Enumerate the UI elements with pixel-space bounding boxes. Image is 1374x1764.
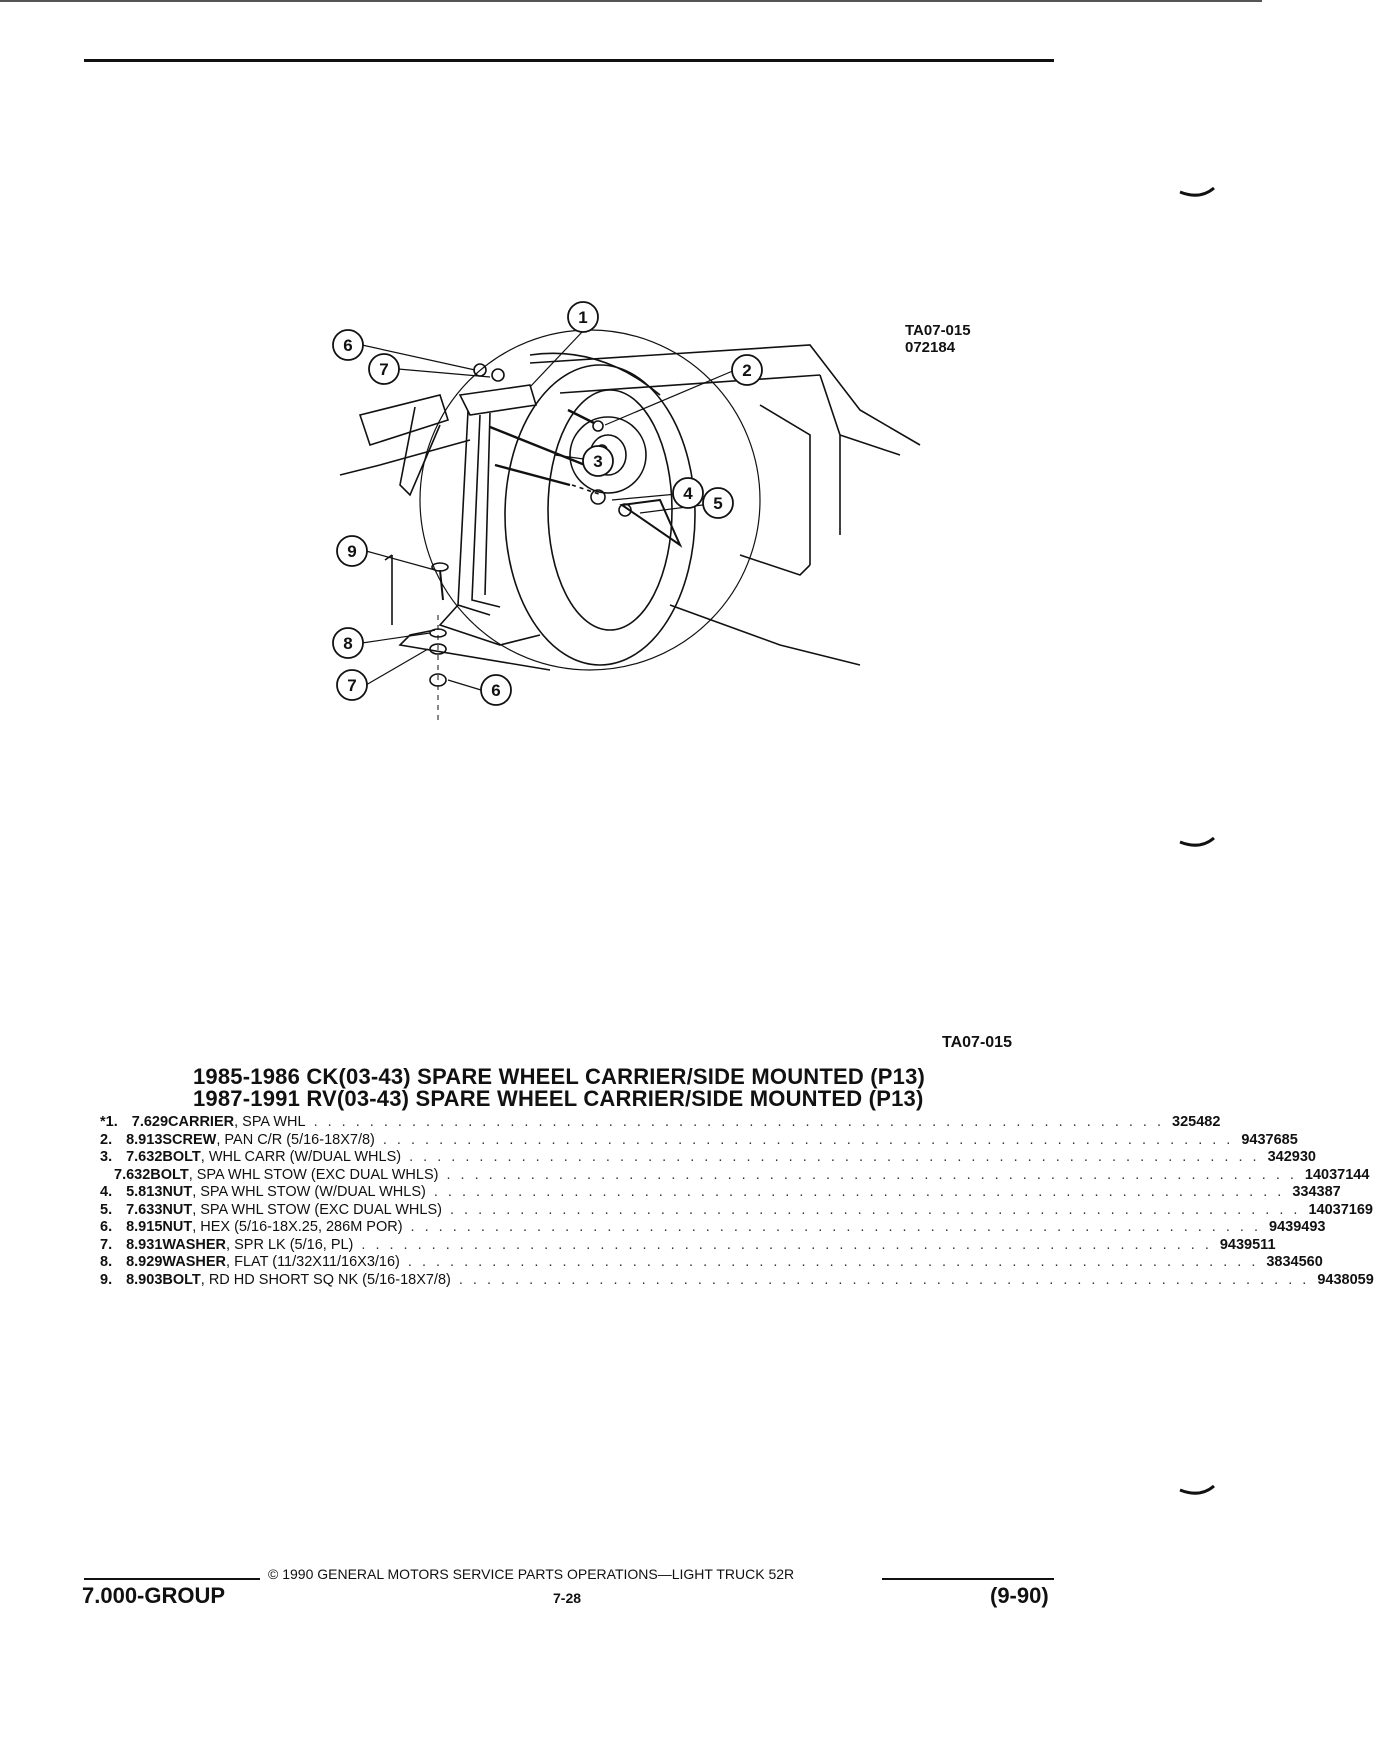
catalog-code: 8.931	[126, 1236, 163, 1253]
item-number: 5.	[100, 1201, 113, 1218]
parts-list	[100, 1114, 1374, 1289]
part-number: 9439493	[1269, 1219, 1326, 1235]
spare-wheel-carrier-diagram	[340, 308, 880, 815]
part-name: NUT	[162, 1219, 193, 1235]
part-detail: , HEX (5/16-18X.25, 286M POR)	[192, 1219, 403, 1235]
item-number: 4.	[100, 1184, 113, 1200]
part-name: CARRIER	[168, 1114, 235, 1130]
catalog-code: 7.632	[126, 1149, 163, 1165]
callout-9: 9	[347, 542, 357, 561]
leader-dots: . . . . . . . . . . . . . . . . . . . . . . . . . . . . . . . . . . . . . . . . . . . . . . . . . . . . . . . . . . . . .	[407, 1254, 1259, 1270]
parts-row	[100, 1219, 1326, 1237]
catalog-code: 8.915	[126, 1219, 163, 1235]
part-number: 9437685	[1241, 1131, 1298, 1148]
header-rule	[84, 59, 1054, 62]
leader-dots: . . . . . . . . . . . . . . . . . . . . . . . . . . . . . . . . . . . . . . . . . . . . . . . . . . . . . . . . . . . . .	[382, 1131, 1234, 1148]
item-number: 8.	[100, 1254, 113, 1270]
parts-row	[100, 1149, 1316, 1167]
callout-6-bottom: 6	[491, 681, 501, 700]
part-description	[162, 1202, 1308, 1220]
binder-hole-mark	[1180, 838, 1214, 850]
part-detail: , FLAT (11/32X11/16X3/16)	[226, 1254, 400, 1270]
callout-5: 5	[713, 494, 723, 513]
parts-row	[100, 1236, 1276, 1255]
catalog-code: 7.629	[131, 1114, 169, 1130]
figure-id-code: TA07-015	[905, 322, 971, 339]
part-number: 342930	[1267, 1149, 1316, 1165]
callout-8: 8	[343, 634, 353, 653]
leader-dots: . . . . . . . . . . . . . . . . . . . . . . . . . . . . . . . . . . . . . . . . . . . . . . . . . . . . . . . . . . . . .	[410, 1219, 1262, 1235]
part-name: NUT	[162, 1184, 193, 1200]
leader-dots: . . . . . . . . . . . . . . . . . . . . . . . . . . . . . . . . . . . . . . . . . . . . . . . . . . . . . . . . . . . . .	[361, 1236, 1212, 1253]
parts-row	[100, 1254, 1323, 1272]
callout-2: 2	[742, 361, 752, 380]
item-number: 1.	[105, 1114, 118, 1130]
part-number: 325482	[1172, 1114, 1221, 1130]
figure-id	[905, 322, 971, 356]
part-number: 9439511	[1219, 1236, 1276, 1253]
part-description	[162, 1132, 1241, 1150]
part-detail: , RD HD SHORT SQ NK (5/16-18X7/8)	[200, 1271, 451, 1288]
catalog-code: 5.813	[126, 1184, 163, 1200]
part-description	[162, 1237, 1219, 1255]
group-label: 7.000-GROUP	[82, 1583, 226, 1608]
parts-row	[100, 1114, 1221, 1132]
catalog-code: 8.929	[126, 1254, 163, 1270]
parts-row	[100, 1166, 1370, 1185]
part-number: 334387	[1292, 1184, 1341, 1200]
callout-4: 4	[683, 484, 693, 503]
part-detail: , SPA WHL STOW (EXC DUAL WHLS)	[192, 1201, 442, 1218]
catalog-code: 7.632	[114, 1166, 151, 1183]
item-number: 6.	[100, 1219, 113, 1235]
footer-rule-right	[882, 1578, 1054, 1580]
copyright-notice: © 1990 GENERAL MOTORS SERVICE PARTS OPERATIONS—LIGHT TRUCK 52R	[268, 1566, 795, 1582]
scan-edge	[0, 0, 1262, 2]
part-name: BOLT	[162, 1271, 201, 1288]
parts-row	[100, 1131, 1298, 1150]
callout-7-top: 7	[379, 360, 389, 379]
parts-row	[100, 1201, 1373, 1220]
callout-6-top: 6	[343, 336, 353, 355]
part-name: BOLT	[150, 1166, 189, 1183]
part-description	[162, 1272, 1317, 1290]
part-detail: , PAN C/R (5/16-18X7/8)	[216, 1131, 375, 1148]
item-number: 3.	[100, 1149, 113, 1165]
catalog-code: 8.913	[126, 1131, 163, 1148]
section-title	[193, 1066, 925, 1110]
part-name: SCREW	[162, 1131, 217, 1148]
item-number: 9.	[100, 1271, 113, 1288]
part-description	[162, 1254, 1266, 1272]
parts-row	[100, 1271, 1374, 1290]
revision-date: (9-90)	[990, 1583, 1049, 1608]
part-description	[162, 1219, 1269, 1237]
catalog-code: 7.633	[126, 1201, 163, 1218]
leader-dots: . . . . . . . . . . . . . . . . . . . . . . . . . . . . . . . . . . . . . . . . . . . . . . . . . . . . . . . . . . . . .	[313, 1114, 1165, 1130]
callout-1: 1	[578, 308, 588, 327]
page-number: 7-28	[553, 1590, 582, 1606]
leader-dots: . . . . . . . . . . . . . . . . . . . . . . . . . . . . . . . . . . . . . . . . . . . . . . . . . . . . . . . . . . . . .	[433, 1184, 1285, 1200]
part-description	[168, 1114, 1172, 1132]
part-number: 14037144	[1304, 1166, 1370, 1183]
part-name: WASHER	[162, 1236, 227, 1253]
part-detail: , SPR LK (5/16, PL)	[226, 1236, 354, 1253]
footer-rule-left	[84, 1578, 260, 1580]
part-number: 9438059	[1317, 1271, 1374, 1288]
part-number: 3834560	[1266, 1254, 1323, 1270]
leader-dots: . . . . . . . . . . . . . . . . . . . . . . . . . . . . . . . . . . . . . . . . . . . . . . . . . . . . . . . . . . . . .	[446, 1166, 1297, 1183]
part-name: WASHER	[162, 1254, 227, 1270]
part-detail: , SPA WHL STOW (EXC DUAL WHLS)	[188, 1166, 439, 1183]
part-name: NUT	[162, 1201, 193, 1218]
part-name: BOLT	[162, 1149, 201, 1165]
part-description	[162, 1149, 1267, 1167]
figure-id-date: 072184	[905, 339, 956, 356]
catalog-code: 8.903	[126, 1271, 163, 1288]
revision-asterisk: *	[100, 1114, 106, 1130]
leader-dots: . . . . . . . . . . . . . . . . . . . . . . . . . . . . . . . . . . . . . . . . . . . . . . . . . . . . . . . . . . . . .	[449, 1201, 1301, 1218]
section-title-line-2: 1987-1991 RV(03-43) SPARE WHEEL CARRIER/SIDE MOUNTED (P13)	[193, 1086, 924, 1111]
part-detail: , SPA WHL STOW (W/DUAL WHLS)	[192, 1184, 426, 1200]
part-description	[150, 1167, 1305, 1185]
item-number: 7.	[100, 1236, 113, 1253]
part-detail: , SPA WHL	[234, 1114, 306, 1130]
item-number: 2.	[100, 1131, 113, 1148]
figure-reference: TA07-015	[942, 1034, 1012, 1051]
binder-hole-mark	[1180, 188, 1214, 200]
leader-dots: . . . . . . . . . . . . . . . . . . . . . . . . . . . . . . . . . . . . . . . . . . . . . . . . . . . . . . . . . . . . .	[409, 1149, 1260, 1165]
callout-7-bottom: 7	[347, 676, 357, 695]
section-title-line-1: 1985-1986 CK(03-43) SPARE WHEEL CARRIER/SIDE MOUNTED (P13)	[193, 1064, 926, 1089]
part-detail: , WHL CARR (W/DUAL WHLS)	[200, 1149, 402, 1165]
binder-hole-mark	[1180, 1486, 1214, 1498]
parts-row	[100, 1184, 1341, 1202]
part-description	[162, 1184, 1292, 1202]
leader-dots: . . . . . . . . . . . . . . . . . . . . . . . . . . . . . . . . . . . . . . . . . . . . . . . . . . . . . . . . . . . . .	[458, 1271, 1310, 1288]
part-number: 14037169	[1308, 1201, 1373, 1218]
callout-3: 3	[593, 452, 603, 471]
